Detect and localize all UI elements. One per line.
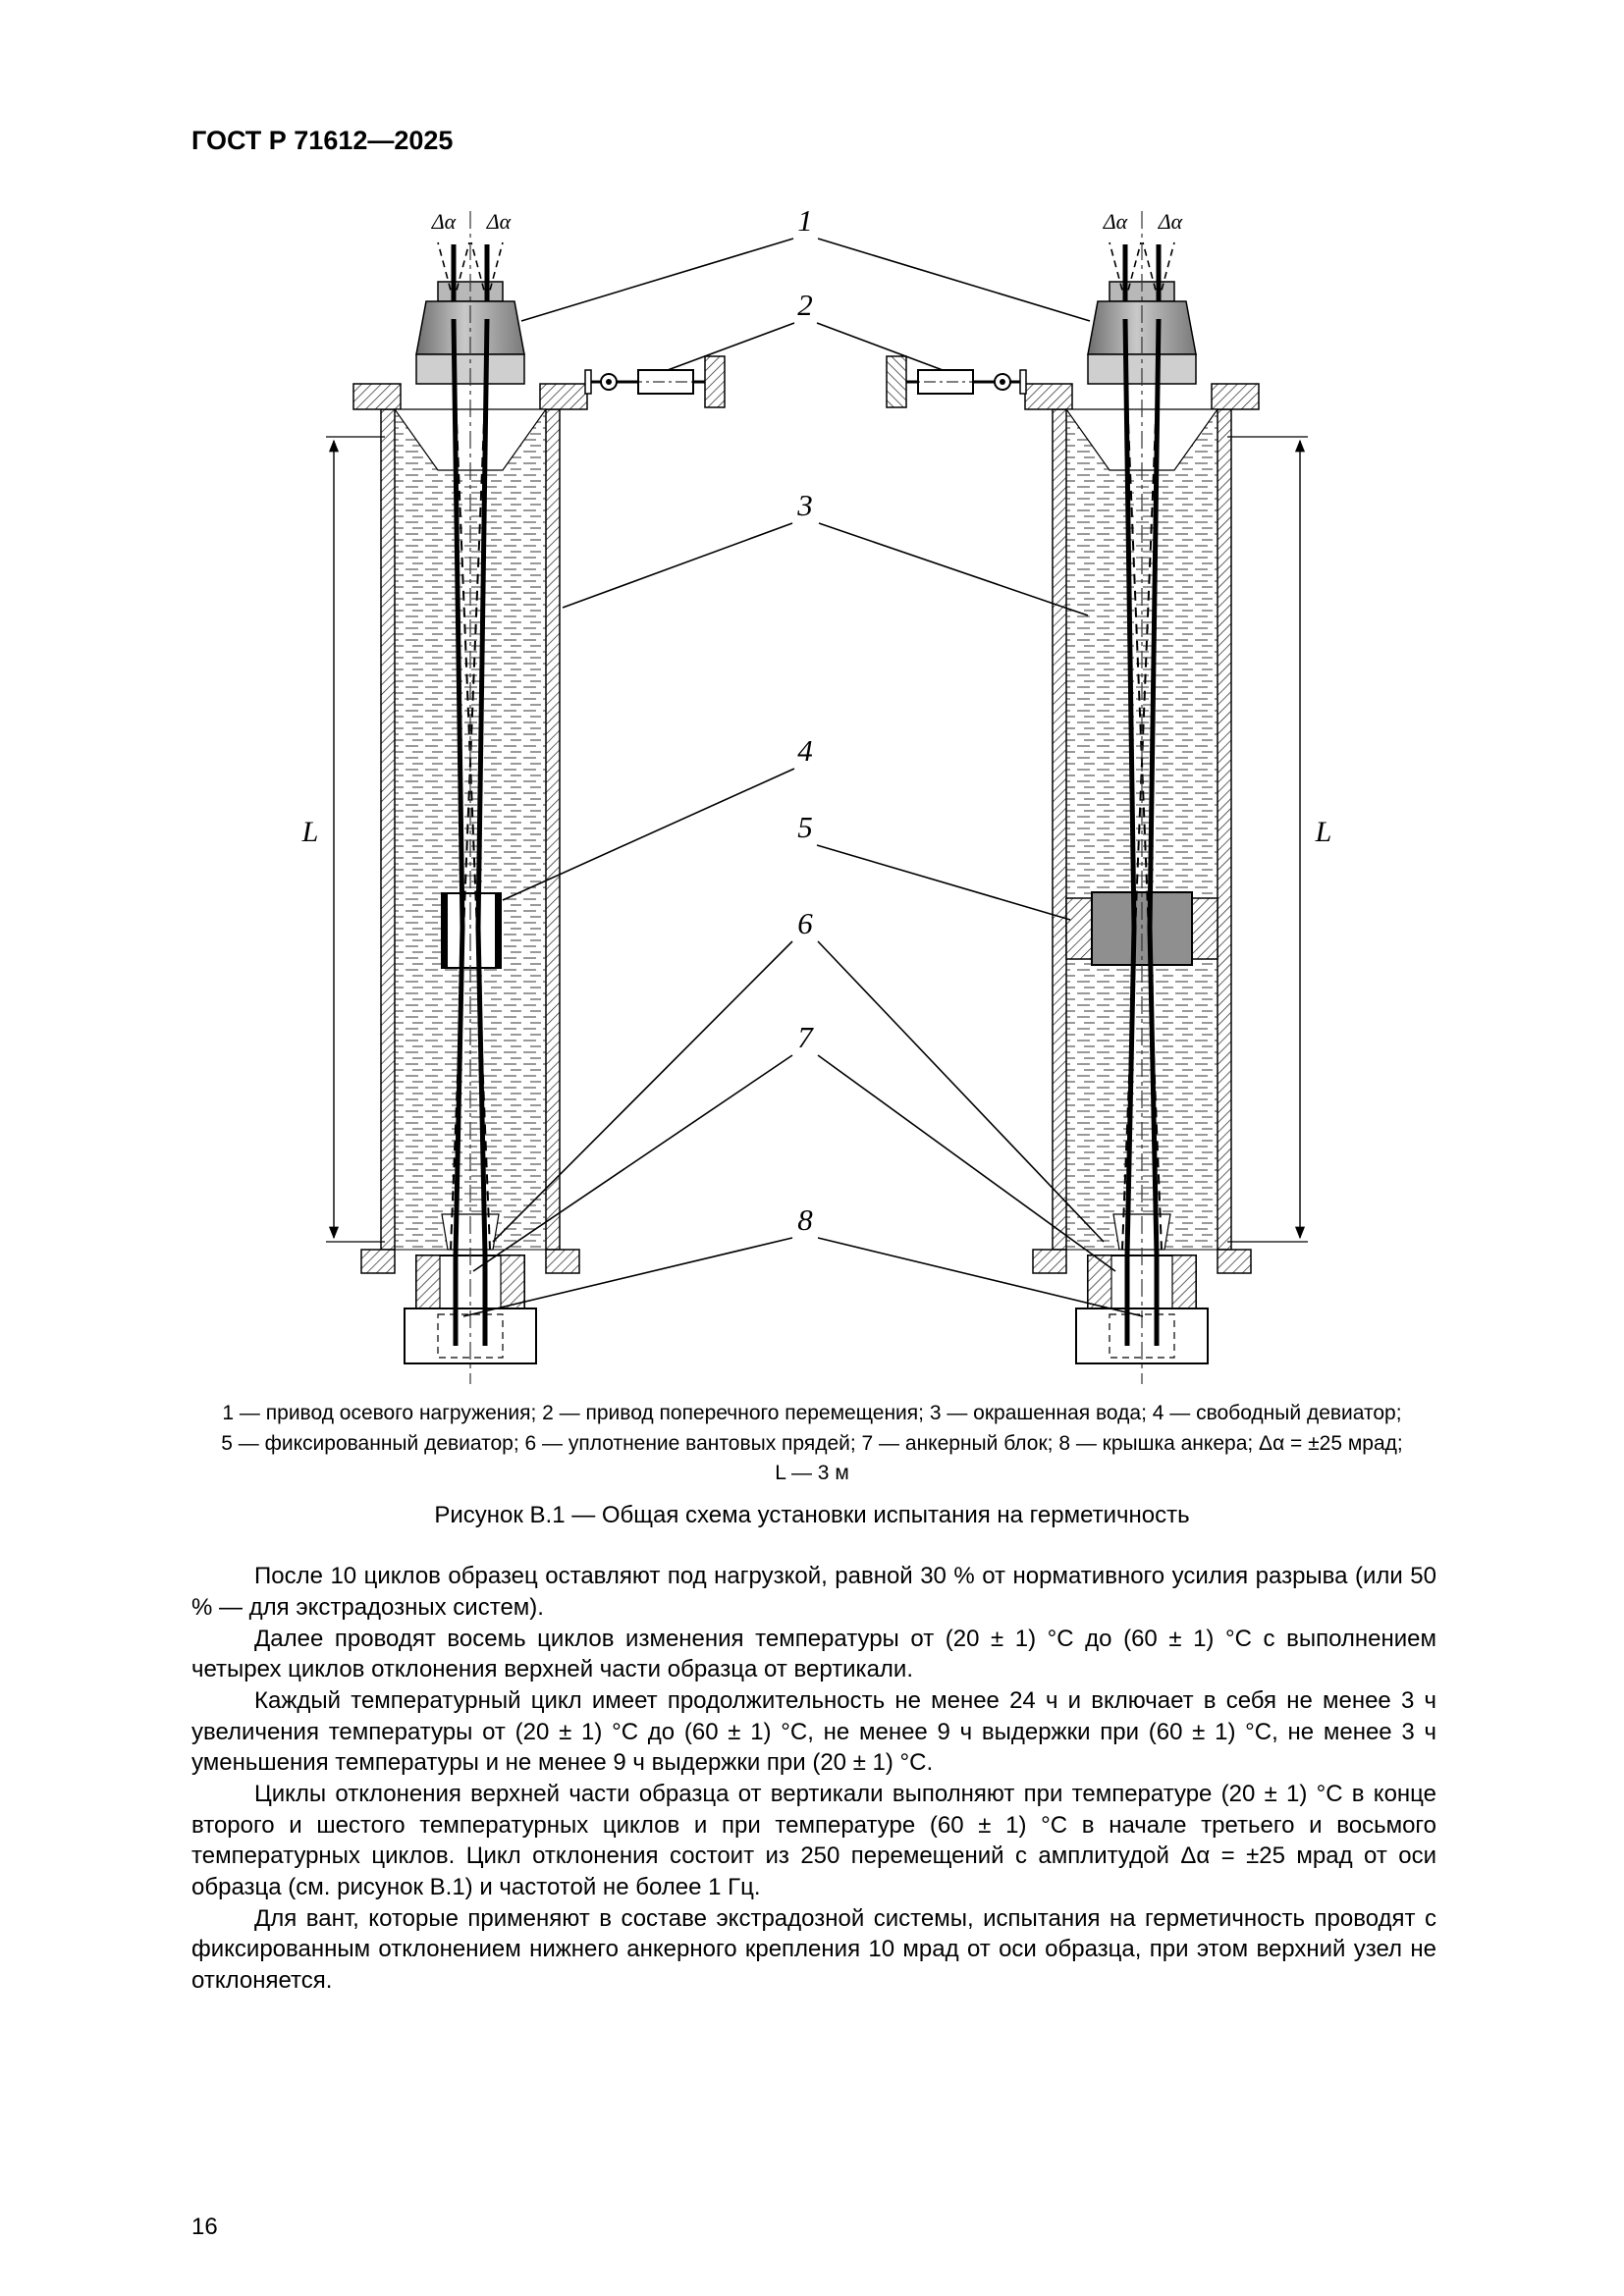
callout-3: 3 — [797, 488, 813, 523]
right-length-dimension — [1227, 437, 1331, 1242]
paragraph-4: Циклы отклонения верхней части образца от вертикали выполняют при температуре (20 ± 1) °С в конце второго и шестого температурных циклов и при температуре (60 ± 1) °С в начале третьего и восьмого температурных циклов. Цикл отклонения состоит из 250 перемещений с амплитудой Δα = ±25 мрад от оси образца (см. рисунок В.1) и частотой не более 1 Гц. — [191, 1781, 1436, 1901]
right-actuator — [887, 356, 1026, 407]
figure-caption: Рисунок В.1 — Общая схема установки испытания на герметичность — [434, 1502, 1190, 1529]
delta-alpha-label: Δα — [431, 209, 457, 235]
delta-alpha-label: Δα — [1158, 209, 1183, 235]
delta-alpha-label: Δα — [486, 209, 512, 235]
callout-5: 5 — [797, 810, 813, 845]
callout-4: 4 — [797, 733, 813, 769]
legend-line-3: L — 3 м — [775, 1461, 849, 1484]
callout-2: 2 — [797, 288, 813, 323]
body-text — [191, 1561, 1436, 1996]
callout-1: 1 — [797, 203, 813, 239]
paragraph-3: Каждый температурный цикл имеет продолжительность не менее 24 ч и включает в себя не менее 3 ч увеличения температуры от (20 ± 1) °С до (60 ± 1) °С, не менее 9 ч выдержки при (60 ± 1) °С, не менее 3 ч уменьшения температуры и не менее 9 ч выдержки при (20 ± 1) °С. — [191, 1687, 1436, 1777]
left-actuator — [585, 356, 725, 407]
legend-line-2: 5 — фиксированный девиатор; 6 — уплотнение вантовых прядей; 7 — анкерный блок; 8 — крышка анкера; Δα = ±25 мрад; — [221, 1431, 1403, 1455]
paragraph-1: После 10 циклов образец оставляют под нагрузкой, равной 30 % от нормативного усилия разрыва (или 50 % — для экстрадозных систем). — [191, 1563, 1436, 1622]
delta-alpha-label: Δα — [1103, 209, 1128, 235]
length-label: L — [301, 816, 319, 849]
free-deviator — [442, 893, 501, 968]
left-column — [353, 211, 587, 1384]
length-label: L — [1315, 816, 1332, 849]
paragraph-5: Для вант, которые применяют в составе экстрадозной системы, испытания на герметичность проводят с фиксированным отклонением нижнего анкерного крепления 10 мрад от оси образца, при этом верхний узел не отклоняется. — [191, 1904, 1436, 1995]
left-length-dimension — [301, 437, 385, 1242]
callout-8: 8 — [797, 1202, 813, 1238]
document-header: ГОСТ Р 71612—2025 — [191, 126, 454, 155]
page-number: 16 — [191, 2214, 218, 2240]
callout-6: 6 — [797, 906, 813, 941]
callout-7: 7 — [797, 1020, 813, 1055]
paragraph-2: Далее проводят восемь циклов изменения температуры от (20 ± 1) °С до (60 ± 1) °С с выполнением четырех циклов отклонения верхней части образца от вертикали. — [191, 1625, 1436, 1683]
legend-line-1: 1 — привод осевого нагружения; 2 — привод поперечного перемещения; 3 — окрашенная вода; 4 — свободный девиатор; — [222, 1402, 1402, 1425]
figure-legend — [196, 1399, 1428, 1488]
figure-diagram — [0, 172, 1624, 1399]
right-column — [1025, 211, 1259, 1384]
